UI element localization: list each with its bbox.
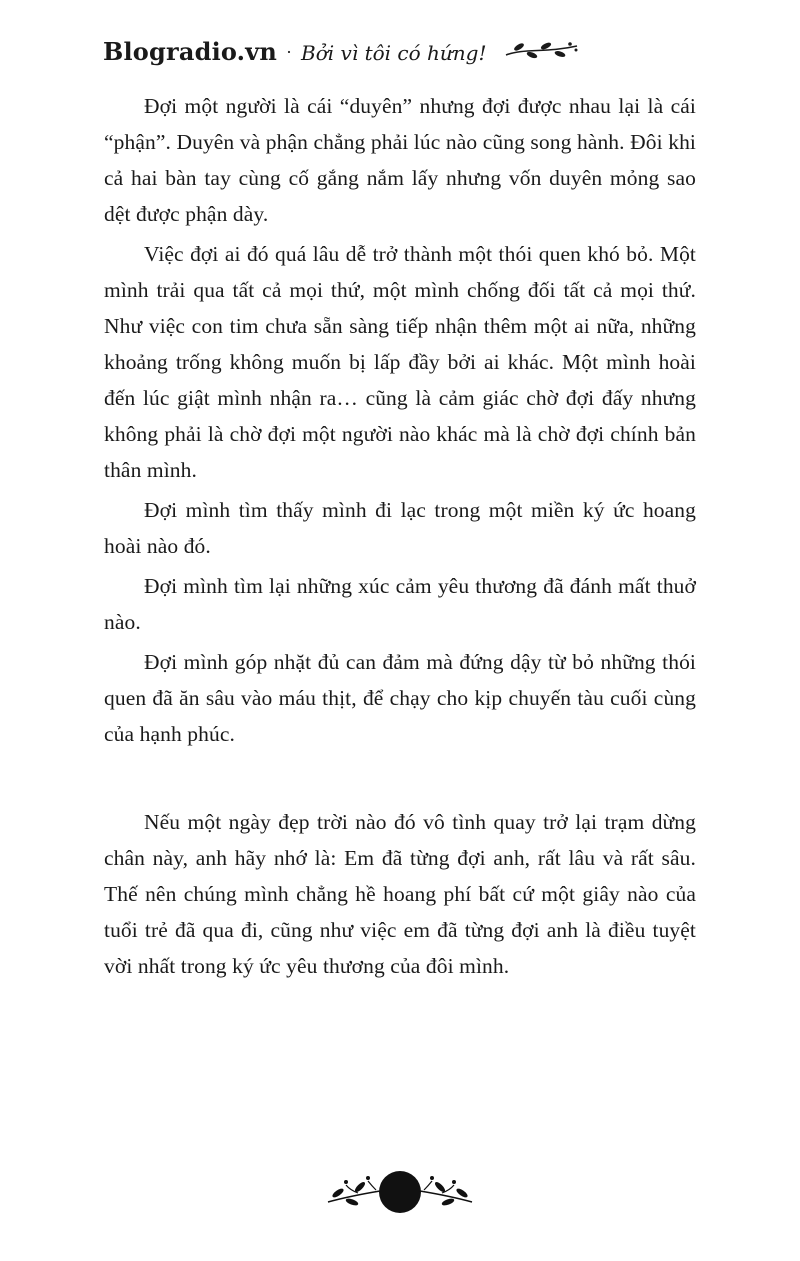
- page-footer: [0, 1156, 800, 1227]
- paragraph: Đợi một người là cái “duyên” nhưng đợi được nhau lại là cái “phận”. Duyên và phận chẳng phải lúc nào cũng song hành. Đôi khi cả hai bàn tay cùng cố gắng nắm lấy nhưng vốn duyên mỏng sao dệt được phận dày.: [104, 94, 696, 226]
- page-header: [103, 34, 580, 66]
- paragraph: Việc đợi ai đó quá lâu dễ trở thành một thói quen khó bỏ. Một mình trải qua tất cả mọi thứ, một mình chống đối tất cả mọi thứ. Như việc con tim chưa sẵn sàng tiếp nhận thêm một ai nữa, những khoảng trống không muốn bị lấp đầy bởi ai khác. Một mình hoài đến lúc giật mình nhận ra… cũng là cảm giác chờ đợi đấy nhưng không phải là chờ đợi một người nào khác mà là chờ đợi chính bản thân mình.: [104, 242, 696, 482]
- header-separator: ·: [286, 42, 293, 62]
- paragraph: Nếu một ngày đẹp trời nào đó vô tình quay trở lại trạm dừng chân này, anh hãy nhớ là: Em đã từng đợi anh, rất lâu và rất sâu. Thế nên chúng mình chẳng hề hoang phí bất cứ một giây nào của tuổi trẻ đã qua đi, cũng như việc em đã từng đợi anh là điều tuyệt vời nhất trong ký ức yêu thương của đôi mình.: [104, 810, 696, 978]
- page-body: [104, 88, 696, 988]
- header-tagline: Bởi vì tôi có hứng!: [301, 41, 487, 65]
- paragraph: Đợi mình tìm lại những xúc cảm yêu thương đã đánh mất thuở nào.: [104, 574, 696, 634]
- branch-flourish-icon: [504, 38, 580, 69]
- paragraph: Đợi mình góp nhặt đủ can đảm mà đứng dậy từ bỏ những thói quen đã ăn sâu vào máu thịt, để chạy cho kịp chuyến tàu cuối cùng của hạnh phúc.: [104, 650, 696, 746]
- paragraph: Đợi mình tìm thấy mình đi lạc trong một miền ký ức hoang hoài nào đó.: [104, 498, 696, 558]
- berry-branch-ornament-icon: [320, 1156, 480, 1227]
- brand-title: Blogradio.vn: [103, 37, 278, 66]
